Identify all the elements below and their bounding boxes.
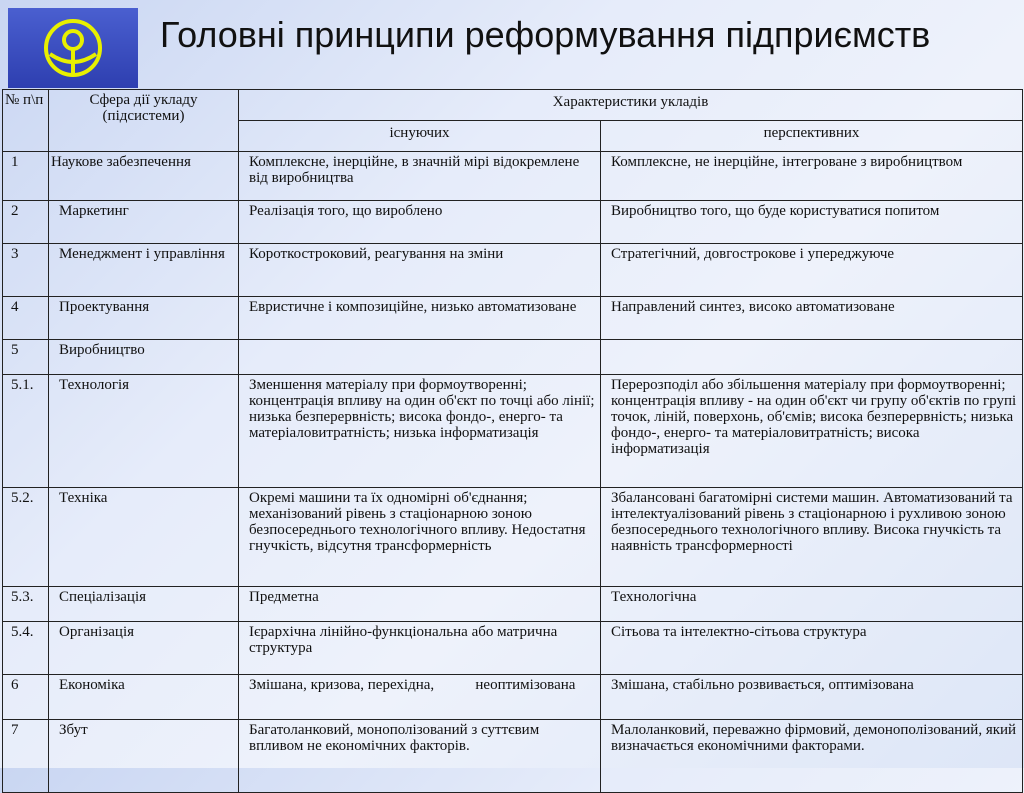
row-sphere: Техніка [49,488,239,587]
row-perspective: Технологічна [601,587,1023,622]
row-sphere: Маркетинг [49,201,239,244]
row-existing: Короткостроковий, реагування на зміни [239,244,601,297]
row-perspective: Змішана, стабільно розвивається, оптимізована [601,675,1023,720]
row-num: 7 [3,720,49,793]
row-existing [239,340,601,375]
row-perspective: Збалансовані багатомірні системи машин. Автоматизований та інтелектуалізований рівень з стаціонарною і рухливою зоною безпосереднього технологічного впливу. Висока гнучкість та наявність трансформерності [601,488,1023,587]
row-sphere: Виробництво [49,340,239,375]
table-row [3,587,1023,622]
row-num: 5.4. [3,622,49,675]
row-num: 6 [3,675,49,720]
header-perspective: перспективних [601,121,1023,152]
row-existing: Багатоланковий, монополізований з суттєвим впливом не економічних факторів. [239,720,601,793]
row-existing: Зменшення матеріалу при формоутворенні; концентрація впливу на один об'єкт по точці або лінії; низька безперервність; висока фондо-, енерго- та матеріаловитратність; низька інформатизація [239,375,601,488]
header-sphere: Сфера дії укладу (підсистеми) [49,90,239,152]
table-row [3,622,1023,675]
table-row [3,201,1023,244]
row-existing: Змішана, кризова, перехідна, неоптимізована [239,675,601,720]
row-perspective: Комплексне, не інерційне, інтегроване з виробництвом [601,152,1023,201]
page-title: Головні принципи реформування підприємств [160,14,931,55]
row-perspective: Перерозподіл або збільшення матеріалу при формоутворенні; концентрація впливу - на один об'єкт чи групу об'єктів по групі точок, ліній, поверхонь, об'ємів; висока безперервність; низька фондо-, енерго- та матеріаловитратність; висока інформатизація [601,375,1023,488]
row-sphere: Наукове забезпечення [49,152,239,201]
row-existing: Предметна [239,587,601,622]
row-sphere: Організація [49,622,239,675]
principles-table [2,89,1023,793]
row-sphere: Економіка [49,675,239,720]
table-row [3,244,1023,297]
table-row [3,340,1023,375]
row-sphere: Менеджмент і управління [49,244,239,297]
row-sphere: Проектування [49,297,239,340]
row-num: 5.1. [3,375,49,488]
logo [8,8,138,88]
row-num: 4 [3,297,49,340]
row-perspective: Стратегічний, довгострокове і упереджуюче [601,244,1023,297]
row-perspective: Виробництво того, що буде користуватися попитом [601,201,1023,244]
row-perspective: Сітьова та інтелектно-сітьова структура [601,622,1023,675]
table-row [3,675,1023,720]
header-existing: існуючих [239,121,601,152]
table-row [3,152,1023,201]
row-num: 3 [3,244,49,297]
row-perspective: Малоланковий, переважно фірмовий, демонополізований, який визначається економічними факторами. [601,720,1023,793]
table-row [3,720,1023,793]
header-row [3,90,1023,121]
table-row [3,375,1023,488]
row-num: 5 [3,340,49,375]
row-existing: Окремі машини та їх одномірні об'єднання; механізований рівень з стаціонарною зоною безпосереднього технологічного впливу. Недостатня гнучкість, відсутня трансформерність [239,488,601,587]
row-existing: Реалізація того, що вироблено [239,201,601,244]
row-num: 5.2. [3,488,49,587]
row-num: 1 [3,152,49,201]
emblem-icon [30,14,116,82]
row-sphere: Спеціалізація [49,587,239,622]
row-sphere: Технологія [49,375,239,488]
row-num: 5.3. [3,587,49,622]
row-num: 2 [3,201,49,244]
row-perspective: Направлений синтез, високо автоматизоване [601,297,1023,340]
row-perspective [601,340,1023,375]
table-row [3,297,1023,340]
row-existing: Евристичне і композиційне, низько автоматизоване [239,297,601,340]
table-row [3,488,1023,587]
row-existing: Ієрархічна лінійно-функціональна або матрична структура [239,622,601,675]
header-characteristics: Характеристики укладів [239,90,1023,121]
header-num: № п\п [3,90,49,152]
row-sphere: Збут [49,720,239,793]
row-existing: Комплексне, інерційне, в значній мірі відокремлене від виробництва [239,152,601,201]
